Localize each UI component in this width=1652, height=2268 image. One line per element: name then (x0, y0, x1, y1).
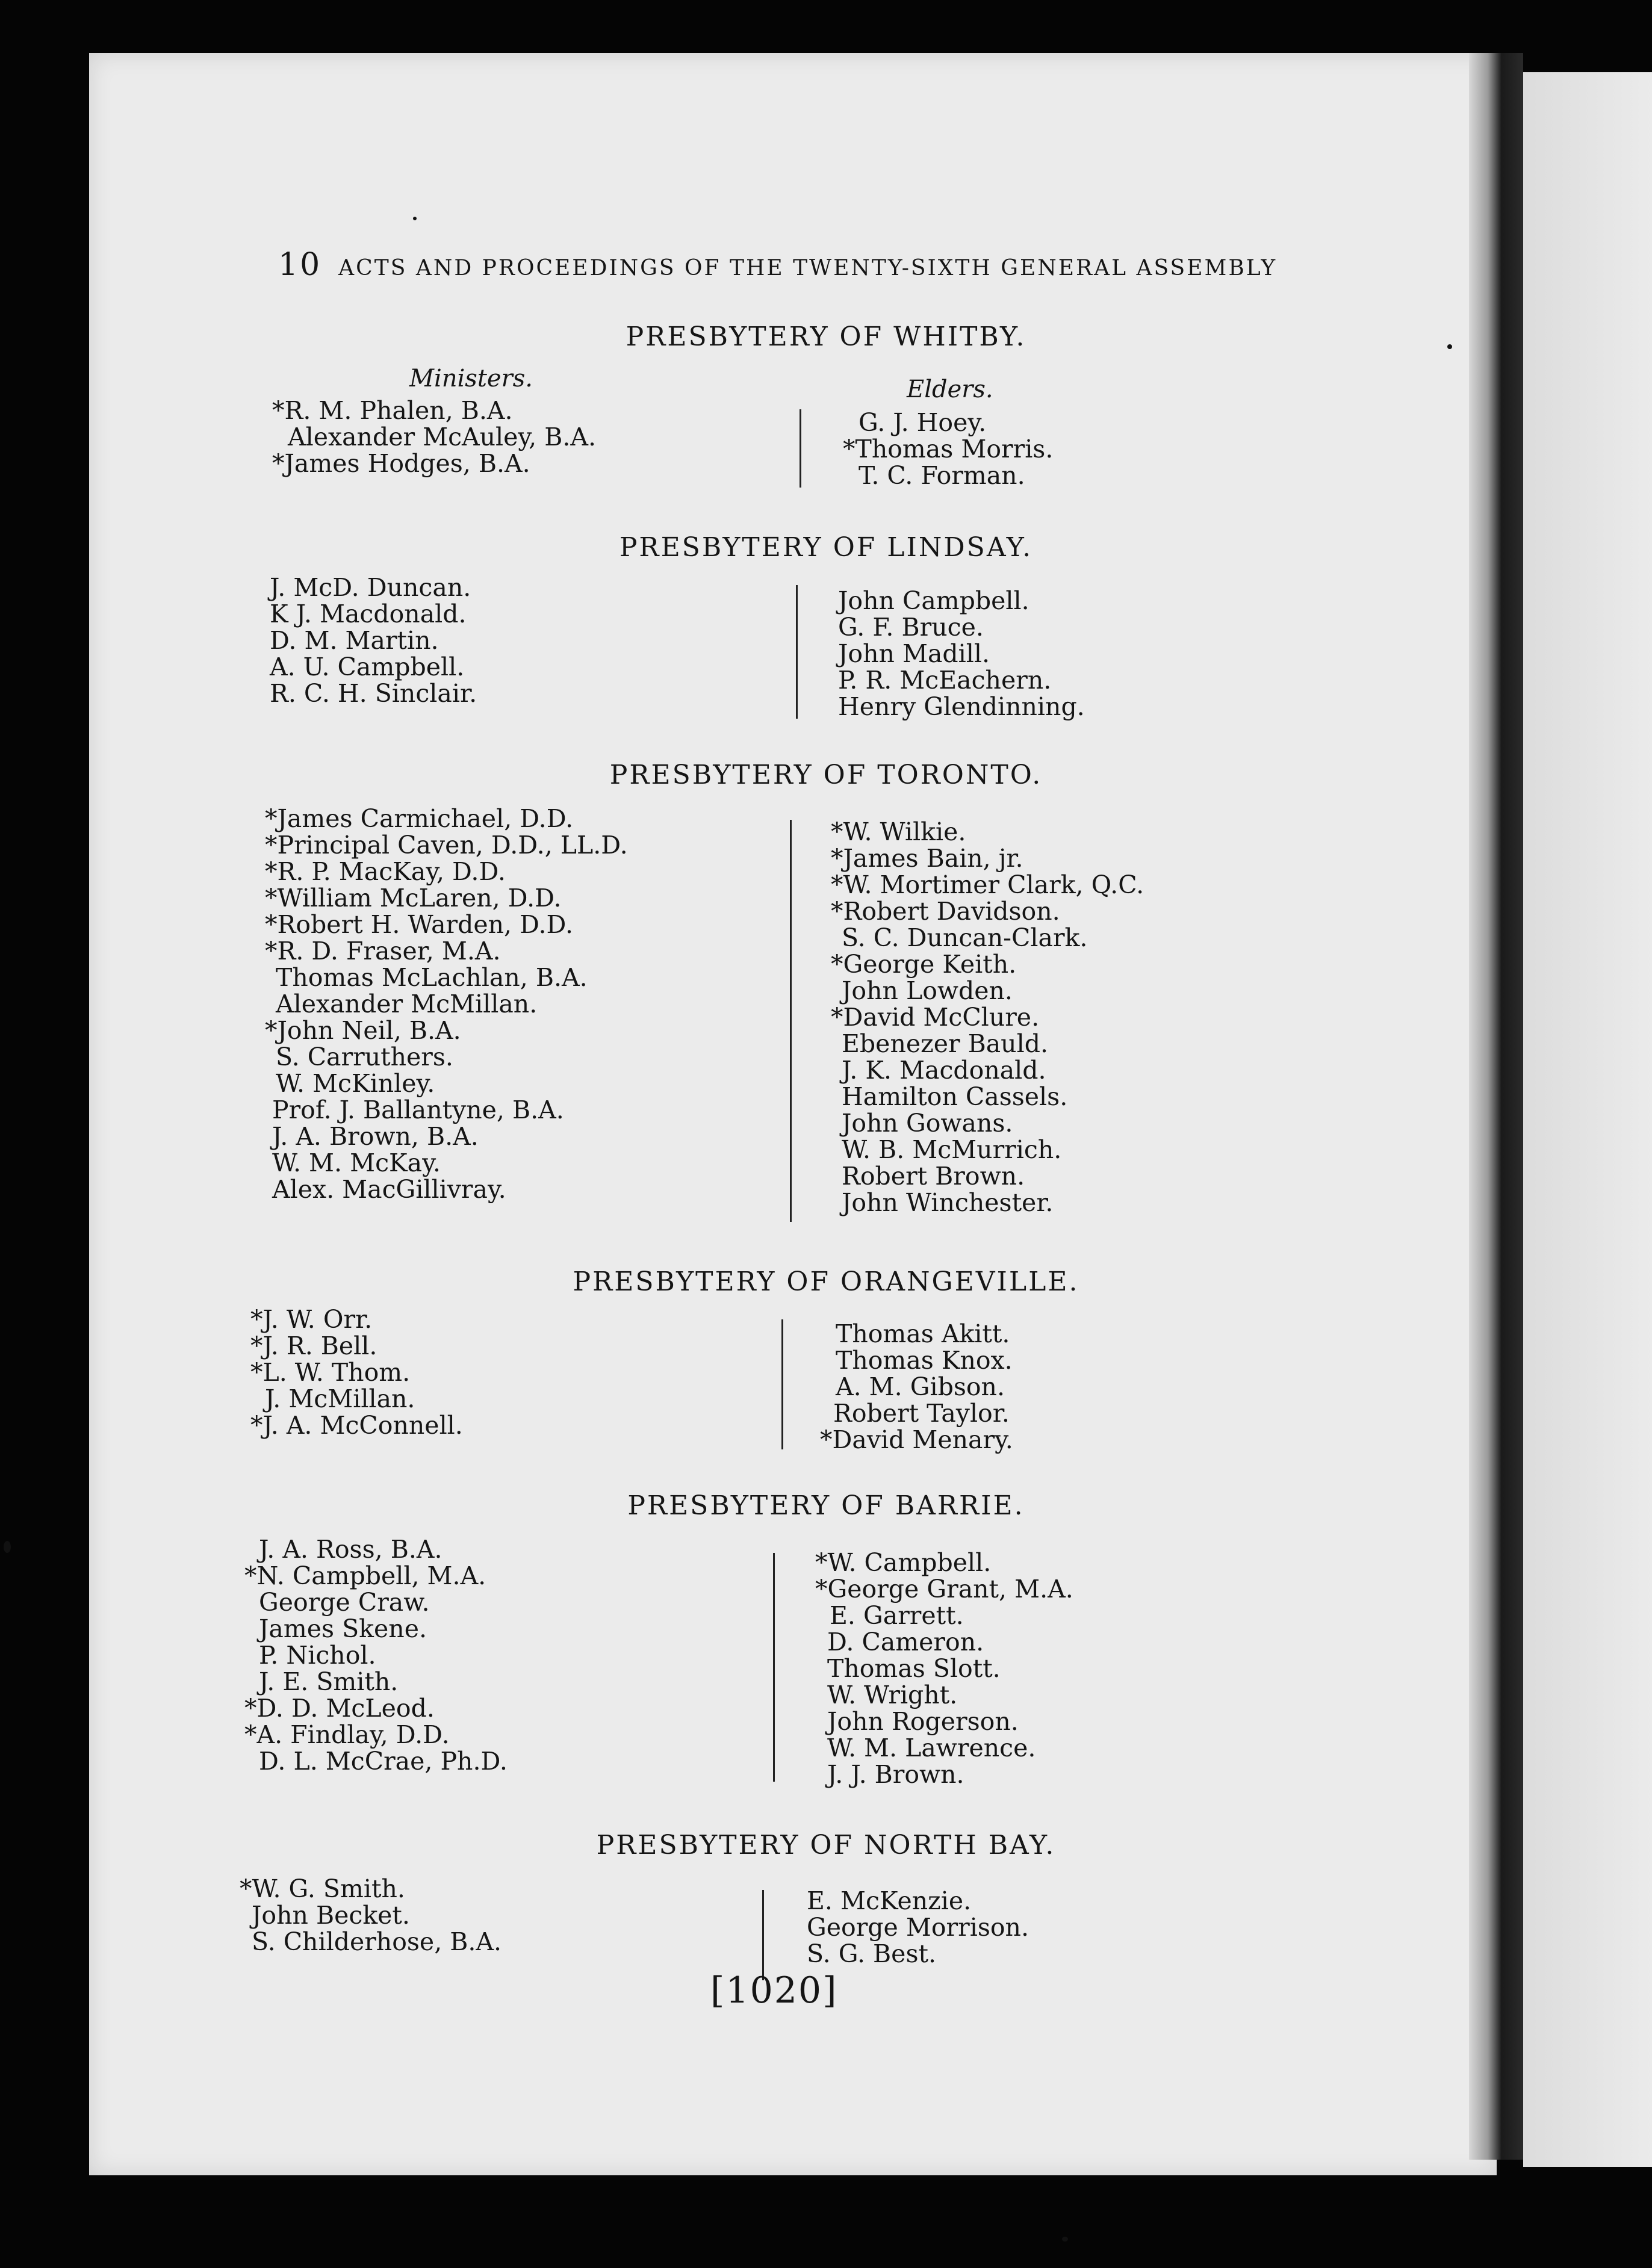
ministers-list (270, 574, 477, 707)
minister-name: W. McKinley. (276, 1069, 435, 1098)
elders-list (843, 409, 1053, 489)
elder-name: S. C. Duncan-Clark. (842, 923, 1088, 952)
section-title: PRESBYTERY OF ORANGEVILLE. (573, 1266, 1079, 1297)
minister-name: James Skene. (259, 1614, 427, 1643)
column-divider (796, 585, 798, 719)
scan-speck (413, 217, 417, 220)
elder-name: Henry Glendinning. (838, 692, 1085, 721)
elders-list (807, 1888, 1029, 1967)
minister-name: J. E. Smith. (259, 1667, 399, 1696)
ministers-list (240, 1876, 502, 1955)
elder-name: S. G. Best. (807, 1939, 936, 1968)
minister-name: A. U. Campbell. (270, 652, 465, 681)
minister-name: *R. D. Fraser, M.A. (265, 937, 501, 965)
minister-name: R. C. H. Sinclair. (270, 679, 477, 708)
section-title: PRESBYTERY OF LINDSAY. (619, 532, 1033, 563)
elder-name: Thomas Slott. (827, 1654, 1001, 1683)
scan-speck (1447, 344, 1452, 349)
elder-name: E. McKenzie. (807, 1886, 972, 1915)
minister-name: Alexander McMillan. (276, 990, 538, 1018)
elders-list (815, 1549, 1073, 1788)
minister-name: *L. W. Thom. (250, 1358, 411, 1387)
minister-name: J. A. Brown, B.A. (272, 1122, 479, 1151)
elder-name: John Lowden. (842, 976, 1013, 1005)
column-divider (773, 1553, 775, 1782)
elder-name: John Gowans. (842, 1109, 1013, 1138)
minister-name: J. A. Ross, B.A. (259, 1535, 442, 1564)
column-divider (762, 1890, 764, 1980)
elder-name: Robert Brown. (842, 1162, 1025, 1191)
section-title: PRESBYTERY OF WHITBY. (626, 321, 1026, 352)
elders-list (831, 819, 1144, 1216)
elder-name: J. K. Macdonald. (842, 1056, 1046, 1085)
elder-name: Ebenezer Bauld. (842, 1029, 1048, 1058)
elder-name: *David Menary. (820, 1425, 1013, 1454)
ministers-list (265, 805, 628, 1203)
column-divider (781, 1319, 783, 1449)
minister-name: W. M. McKay. (272, 1148, 441, 1177)
elder-name: *W. Mortimer Clark, Q.C. (831, 870, 1144, 899)
minister-name: J. McD. Duncan. (270, 573, 471, 602)
minister-name: Alexander McAuley, B.A. (288, 423, 597, 451)
elder-name: W. M. Lawrence. (827, 1734, 1036, 1762)
scan-speck (1062, 2237, 1068, 2242)
elders-list (838, 587, 1085, 720)
minister-name: George Craw. (259, 1588, 430, 1617)
elder-name: Thomas Akitt. (836, 1319, 1010, 1348)
elder-name: *W. Campbell. (815, 1548, 992, 1577)
minister-name: D. L. McCrae, Ph.D. (259, 1747, 508, 1776)
running-head-title: ACTS AND PROCEEDINGS OF THE TWENTY-SIXTH GENERAL ASSEMBLY (338, 256, 1278, 280)
elder-name: Thomas Knox. (836, 1346, 1013, 1375)
elder-name: Hamilton Cassels. (842, 1082, 1068, 1111)
minister-name: P. Nichol. (259, 1641, 376, 1670)
minister-name: *Robert H. Warden, D.D. (265, 910, 573, 939)
minister-name: *A. Findlay, D.D. (244, 1720, 450, 1749)
elder-name: *Thomas Morris. (843, 435, 1054, 463)
minister-name: *J. R. Bell. (250, 1331, 377, 1360)
ministers-list (272, 397, 596, 477)
elder-name: *James Bain, jr. (831, 844, 1023, 873)
minister-name: *D. D. McLeod. (244, 1694, 435, 1723)
minister-name: John Becket. (252, 1901, 410, 1930)
minister-name: *J. W. Orr. (250, 1305, 373, 1334)
elder-name: W. Wright. (827, 1681, 958, 1709)
minister-name: *James Hodges, B.A. (272, 449, 530, 478)
minister-name: Thomas McLachlan, B.A. (276, 963, 588, 992)
column-divider (790, 820, 792, 1222)
elder-name: G. F. Bruce. (838, 613, 984, 642)
elder-name: G. J. Hoey. (859, 408, 987, 437)
elder-name: E. Garrett. (830, 1601, 964, 1630)
scan-speck (4, 1541, 11, 1553)
section-title: PRESBYTERY OF NORTH BAY. (596, 1830, 1056, 1861)
elder-name: *Robert Davidson. (831, 897, 1060, 926)
section-title: PRESBYTERY OF BARRIE. (627, 1490, 1025, 1521)
minister-name: *William McLaren, D.D. (265, 884, 562, 912)
page-number: 10 (278, 247, 322, 283)
elder-name: J. J. Brown. (827, 1760, 964, 1789)
minister-name: *John Neil, B.A. (265, 1016, 461, 1045)
elder-name: *W. Wilkie. (831, 817, 966, 846)
minister-name: *N. Campbell, M.A. (244, 1561, 486, 1590)
minister-name: S. Carruthers. (276, 1043, 453, 1071)
minister-name: D. M. Martin. (270, 626, 439, 655)
elder-name: John Madill. (838, 639, 990, 668)
minister-name: *R. P. MacKay, D.D. (265, 857, 506, 886)
section-title: PRESBYTERY OF TORONTO. (609, 760, 1043, 790)
elder-name: W. B. McMurrich. (842, 1135, 1062, 1164)
ministers-heading: Ministers. (409, 365, 533, 392)
elder-name: John Campbell. (838, 586, 1029, 615)
minister-name: *J. A. McConnell. (250, 1411, 463, 1440)
minister-name: *James Carmichael, D.D. (265, 804, 574, 833)
minister-name: S. Childerhose, B.A. (252, 1927, 502, 1956)
elder-name: D. Cameron. (827, 1628, 984, 1656)
elder-name: T. C. Forman. (859, 461, 1025, 490)
elder-name: Robert Taylor. (833, 1399, 1010, 1428)
minister-name: *Principal Caven, D.D., LL.D. (265, 831, 628, 860)
elders-heading: Elders. (907, 376, 993, 403)
elders-list (820, 1321, 1013, 1453)
elder-name: A. M. Gibson. (836, 1372, 1005, 1401)
elder-name: John Rogerson. (827, 1707, 1019, 1736)
sheet-number: [1020] (710, 1969, 838, 2012)
minister-name: *R. M. Phalen, B.A. (272, 396, 513, 425)
column-divider (800, 409, 801, 488)
ministers-list (250, 1306, 463, 1439)
elder-name: George Morrison. (807, 1913, 1029, 1942)
elder-name: *David McClure. (831, 1003, 1040, 1032)
minister-name: Prof. J. Ballantyne, B.A. (272, 1095, 564, 1124)
minister-name: K J. Macdonald. (270, 600, 467, 628)
elder-name: *George Keith. (831, 950, 1017, 979)
running-head (278, 247, 1302, 289)
elder-name: John Winchester. (842, 1188, 1054, 1217)
elder-name: *George Grant, M.A. (815, 1575, 1073, 1603)
minister-name: *W. G. Smith. (240, 1874, 405, 1903)
elder-name: P. R. McEachern. (838, 666, 1052, 695)
minister-name: Alex. MacGillivray. (272, 1175, 506, 1204)
minister-name: J. McMillan. (265, 1384, 415, 1413)
ministers-list (244, 1536, 508, 1774)
